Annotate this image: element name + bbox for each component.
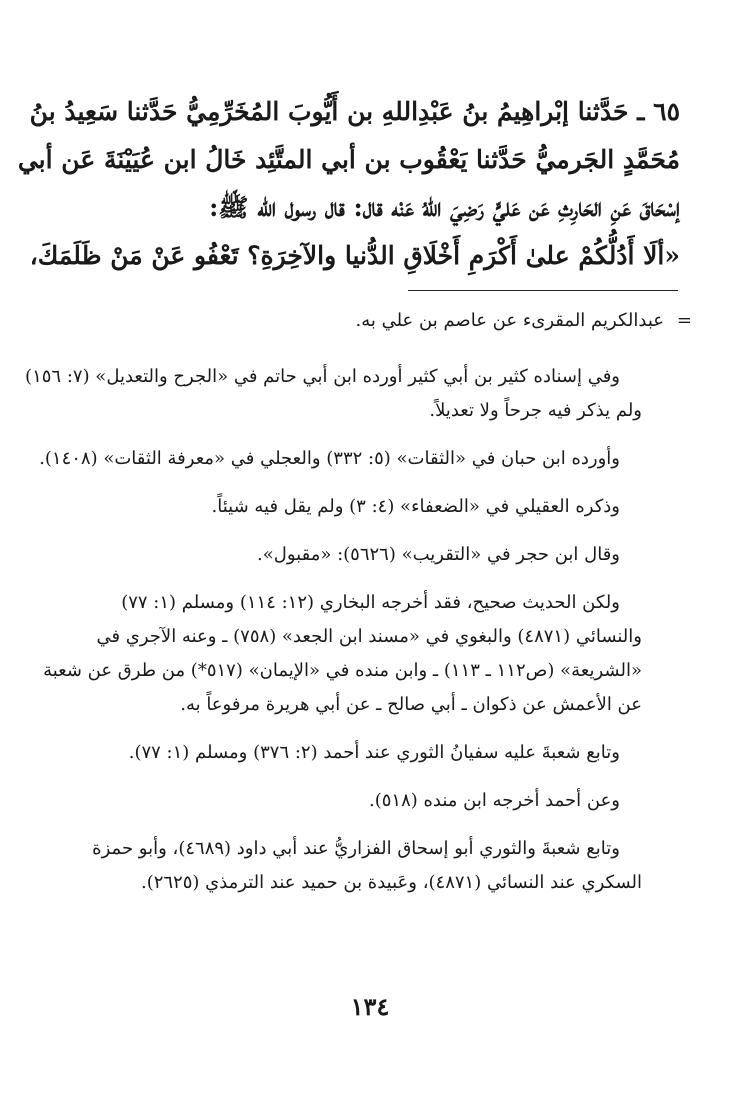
footnote-line: وذكره العقيلي في «الضعفاء» (٤: ٣) ولم يقل فيه شيئاً.	[211, 496, 620, 517]
footnote-line: «الشريعة» (ص١١٢ ـ ١١٣) ـ وابن منده في «الإيمان» (٥١٧*) من طرق عن شعبة	[43, 660, 642, 681]
footnote-line: وأورده ابن حبان في «الثقات» (٥: ٣٣٢) والعجلي في «معرفة الثقات» (١٤٠٨).	[39, 448, 620, 469]
continuation-marker: =	[676, 310, 692, 331]
footnote-line: والنسائي (٤٨٧١) والبغوي في «مسند ابن الجعد» (٧٥٨) ـ وعنه الآجري في	[96, 626, 642, 647]
main-text-line: مُحَمَّدٍ الجَرميُّ حَدَّثنا يَعْقُوب بن أبي المتَّئِد خَالُ ابن عُيَيْنَةَ عَن أبي	[17, 145, 680, 174]
continuation-text: عبدالكريم المقرىء عن عاصم بن علي به.	[355, 310, 664, 331]
footnote-paragraph	[74, 832, 664, 900]
footnote-paragraph	[25, 360, 664, 428]
main-text-line: «ألَا أَدُلُّكُمْ علىٰ أَكْرَمِ أَخْلَاقِ الدُّنيا والآخِرَةِ؟ تَعْفُو عَنْ مَنْ ظَلَمَكَ،	[29, 241, 680, 270]
footnote-line: وفي إسناده كثير بن أبي كثير أورده ابن أبي حاتم في «الجرح والتعديل» (٧: ١٥٦)	[25, 366, 620, 387]
footnote-line: ولم يذكر فيه جرحاً ولا تعديلاً.	[429, 400, 642, 421]
footnote-paragraph	[43, 586, 664, 722]
main-text-line: ٦٥ ـ حَدَّثنا إبْراهِيمُ بنُ عَبْدِاللهِ بن أَيُّوبَ المُخَرِّمِيُّ حَدَّثنا سَعِيدُ بنُ	[29, 97, 680, 126]
footnote-line: عن الأعمش عن ذكوان ـ أبي صالح ـ عن أبي هريرة مرفوعاً به.	[180, 694, 642, 715]
footnote-paragraph	[74, 490, 664, 524]
footnote-divider	[408, 290, 678, 291]
footnote-continuation	[74, 304, 692, 338]
footnote-paragraph	[74, 538, 664, 572]
page-number: ١٣٤	[350, 992, 390, 1021]
footnote-line: وعن أحمد أخرجه ابن منده (٥١٨).	[368, 790, 620, 811]
footnote-paragraph	[74, 784, 664, 818]
hadith-main-text	[17, 88, 680, 280]
main-text-line: إسْحَاقَ عَنِ الحَارِثِ عَن عَليٍّ رَضِيَ اللهُ عَنْه قال: قال رسول الله ﷺ:	[209, 193, 680, 222]
footnote-line: وقال ابن حجر في «التقريب» (٥٦٢٦): «مقبول».	[257, 544, 620, 565]
footnote-line: السكري عند النسائي (٤٨٧١)، وعَبيدة بن حميد عند الترمذي (٢٦٢٥).	[140, 872, 642, 893]
footnote-line: وتابع شعبةَ والثوري أبو إسحاق الفزاريُّ عند أبي داود (٤٦٨٩)، وأبو حمزة	[92, 838, 620, 859]
footnote-line: وتابع شعبةَ عليه سفيانُ الثوري عند أحمد (٢: ٣٧٦) ومسلم (١: ٧٧).	[128, 742, 620, 763]
footnote-line: ولكن الحديث صحيح، فقد أخرجه البخاري (١٢: ١١٤) ومسلم (١: ٧٧)	[121, 592, 620, 613]
footnote-paragraph	[74, 736, 664, 770]
footnotes-section	[25, 304, 692, 900]
footnote-paragraph	[39, 442, 664, 476]
